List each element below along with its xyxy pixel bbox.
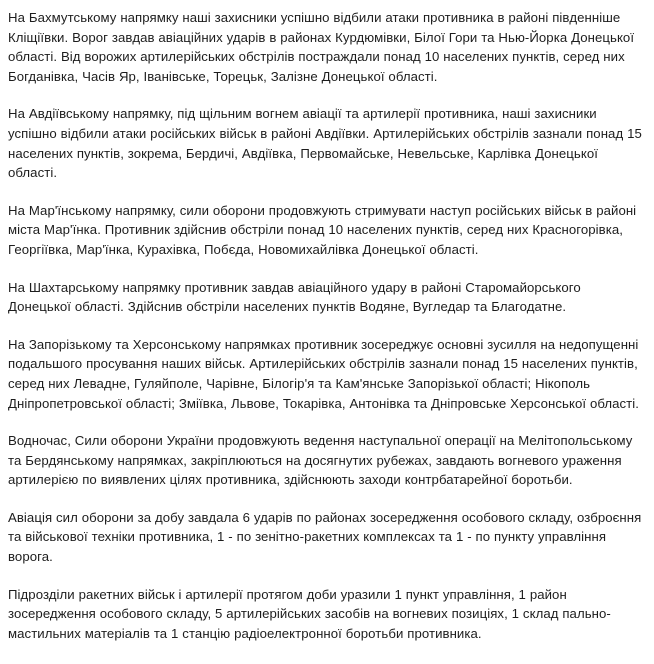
report-paragraph: Підрозділи ракетних військ і артилерії протягом доби уразили 1 пункт управління, 1 район зосередження особового складу, 5 артилерійських засобів на вогневих позиціях, 1 склад пально-мастильних матеріалів та 1 станцію радіоелектронної боротьби противника. — [8, 586, 611, 641]
report-paragraph: На Запорізькому та Херсонському напрямках противник зосереджує основні зусилля на недопущенні подальшого просування наших військ. Артилерійських обстрілів зазнали понад 15 населених пунктів, серед них Левадне, Гуляйполе, Чарівне, Білогір'я та Кам'янське Запорізької області; Нікополь Дніпропетровської області; Зміївка, Львове, Токарівка, Антонівка та Дніпровське Херсонської області. — [8, 336, 640, 411]
report-paragraph: Водночас, Сили оборони України продовжують ведення наступальної операції на Мелітопольському та Бердянському напрямках, закріплюються на досягнутих рубежах, завдають вогневого ураження артилерією по виявлених цілях противника, здійснюють заходи контрбатарейної боротьби. — [8, 433, 633, 488]
report-paragraph: На Авдіївському напрямку, під щільним вогнем авіації та артилерії противника, наші захисники успішно відбили атаки російських військ в районі Авдіївки. Артилерійських обстрілів зазнали понад 15 населених пунктів, зокрема, Бердичі, Авдіївка, Первомайське, Невельське, Карлівка Донецької області. — [8, 106, 642, 181]
report-paragraph: На Мар'їнському напрямку, сили оборони продовжують стримувати наступ російських військ в районі міста Мар'їнка. Противник здійснив обстріли понад 10 населених пунктів, серед них Красногорівка, Георгіївка, Мар'їнка, Курахівка, Побєда, Новомихайлівка Донецької області. — [8, 202, 637, 257]
report-paragraph: На Бахмутському напрямку наші захисники успішно відбили атаки противника в районі південніше Кліщіївки. Ворог завдав авіаційних ударів в районах Курдюмівки, Білої Гори та Нью-Йорка Донецької області. Від ворожих артилерійських обстрілів постраждали понад 10 населених пунктів, серед них Богданівка, Часів Яр, Іванівське, Торецьк, Залізне Донецької області. — [8, 10, 635, 84]
report-paragraph: Авіація сил оборони за добу завдала 6 ударів по районах зосередження особового складу, озброєння та військової техніки противника, 1 - по зенітно-ракетних комплексах та 1 - по пункту управління ворога. — [8, 509, 642, 565]
report-paragraph: На Шахтарському напрямку противник завдав авіаційного удару в районі Старомайорського Донецької області. Здійснив обстріли населених пунктів Водяне, Вугледар та Благодатне. — [8, 279, 581, 315]
